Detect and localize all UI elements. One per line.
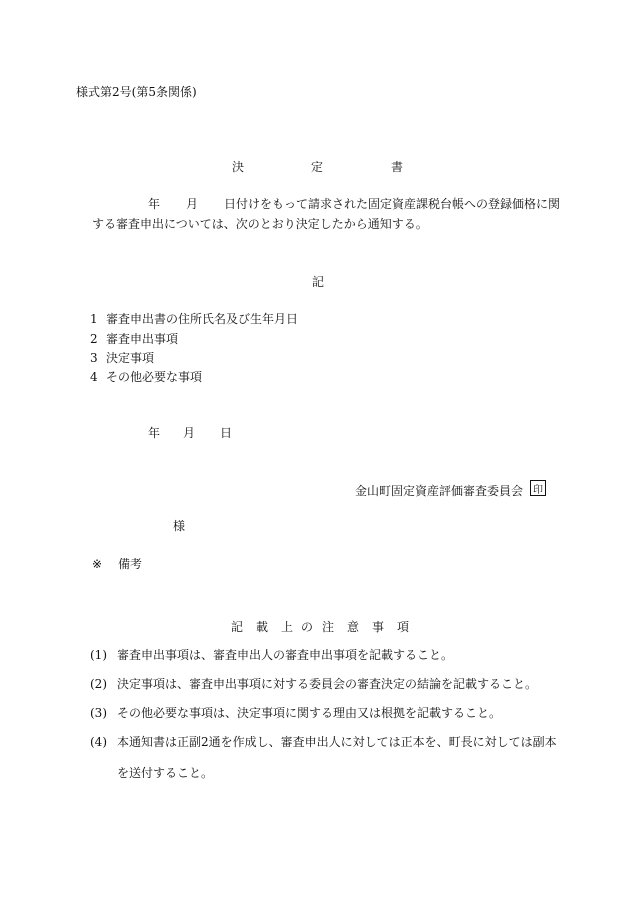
notes-title-char: 項: [397, 620, 410, 634]
notes-title-char: 記: [231, 620, 244, 634]
date-day: 日: [220, 426, 233, 440]
notes-title-char: 意: [347, 620, 360, 634]
item-text: 決定事項: [106, 351, 155, 365]
notes-title-char: の: [301, 620, 314, 634]
notes-title-char: 注: [322, 620, 335, 634]
title-char: 決: [232, 160, 245, 174]
intro-text: 日付けをもって請求された固定資産課税台帳への登録価格に関: [224, 197, 561, 211]
title-char: 定: [311, 160, 324, 174]
remarks-label: 備考: [118, 557, 143, 571]
list-item: [90, 313, 298, 325]
committee-name: 金山町固定資産評価審査委員会: [355, 484, 524, 498]
note-number: (2): [90, 677, 107, 691]
note-number: (4): [90, 735, 107, 749]
note-continuation: を送付すること。: [117, 766, 214, 780]
note-number: (1): [90, 648, 107, 662]
notes-title-char: 上: [281, 620, 294, 634]
date-month: 月: [183, 426, 196, 440]
note-item: [90, 649, 453, 661]
note-text: 本通知書は正副2通を作成し、審査申出人に対しては正本を、町長に対しては副本: [117, 735, 557, 749]
note-number: (3): [90, 706, 107, 720]
list-item: [90, 333, 178, 345]
notes-title: [0, 621, 630, 635]
item-number: 4: [90, 370, 98, 384]
title-char: 書: [391, 160, 404, 174]
form-number-label: 様式第2号(第5条関係): [76, 85, 197, 99]
note-item: [90, 707, 501, 719]
item-number: 1: [90, 312, 98, 326]
addressee-suffix: 様: [173, 519, 186, 533]
note-text: 決定事項は、審査申出事項に対する委員会の審査決定の結論を記載すること。: [117, 677, 538, 691]
note-item: [90, 736, 557, 748]
list-item: [90, 352, 154, 364]
remarks-line: [92, 558, 142, 570]
date-year: 年: [148, 426, 161, 440]
reference-mark-icon: ※: [92, 557, 103, 571]
intro-year: 年: [148, 197, 161, 211]
item-number: 2: [90, 332, 98, 346]
ki-heading: 記: [312, 275, 325, 289]
item-text: 審査申出書の住所氏名及び生年月日: [106, 312, 299, 326]
document-title: [0, 161, 630, 177]
item-text: その他必要な事項: [106, 370, 203, 384]
note-text: その他必要な事項は、決定事項に関する理由又は根拠を記載すること。: [117, 706, 502, 720]
note-item: [90, 678, 537, 690]
seal-stamp: 印: [530, 480, 546, 496]
intro-line-2: する審査申出については、次のとおり決定したから通知する。: [92, 217, 428, 231]
list-item: [90, 371, 202, 383]
item-text: 審査申出事項: [106, 332, 179, 346]
note-text: 審査申出事項は、審査申出人の審査申出事項を記載すること。: [117, 648, 454, 662]
item-number: 3: [90, 351, 98, 365]
intro-month: 月: [186, 197, 199, 211]
notes-title-char: 事: [372, 620, 385, 634]
notes-title-char: 載: [256, 620, 269, 634]
